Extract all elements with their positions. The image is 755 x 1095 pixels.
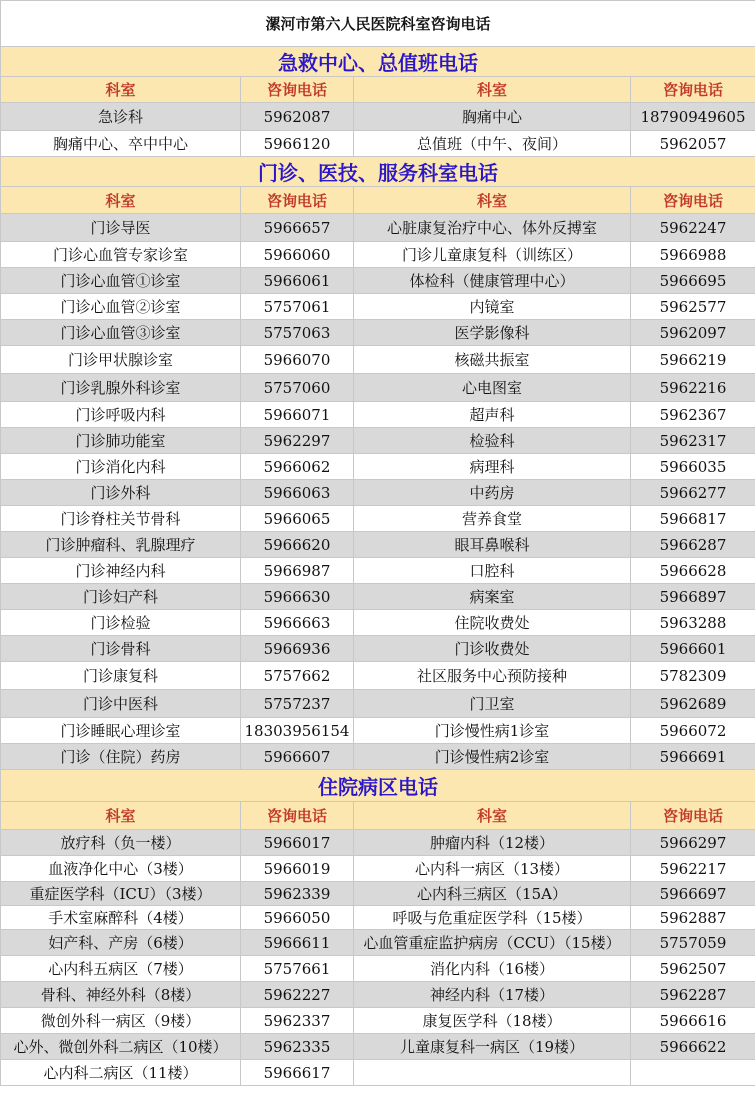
phone-number: 5966071: [241, 402, 354, 428]
phone-number: 5966601: [631, 636, 755, 662]
phone-number: 5966616: [631, 1008, 755, 1034]
phone-number: 5966065: [241, 506, 354, 532]
department-name: 核磁共振室: [354, 346, 631, 374]
phone-number: 5966035: [631, 454, 755, 480]
table-row: [1, 882, 755, 906]
page-title: 漯河市第六人民医院科室咨询电话: [1, 1, 755, 47]
phone-number: 5962887: [631, 906, 755, 930]
column-header-department: 科室: [1, 802, 241, 830]
phone-number: 5966620: [241, 532, 354, 558]
department-name: 消化内科（16楼）: [354, 956, 631, 982]
table-row: [1, 1060, 755, 1086]
phone-number: 5962216: [631, 374, 755, 402]
department-name: 口腔科: [354, 558, 631, 584]
department-name: 门诊骨科: [1, 636, 241, 662]
column-header-phone: 咨询电话: [241, 187, 354, 214]
department-name: 门诊消化内科: [1, 454, 241, 480]
phone-number: 5966817: [631, 506, 755, 532]
department-name: 医学影像科: [354, 320, 631, 346]
department-name: 病理科: [354, 454, 631, 480]
phone-number: 5966936: [241, 636, 354, 662]
column-header-row: [1, 802, 755, 830]
phone-number: 5962227: [241, 982, 354, 1008]
department-name: 门诊外科: [1, 480, 241, 506]
section-title: 急救中心、总值班电话: [1, 47, 755, 77]
department-name: 心内科一病区（13楼）: [354, 856, 631, 882]
column-header-department: 科室: [354, 187, 631, 214]
department-name: 心脏康复治疗中心、体外反搏室: [354, 214, 631, 242]
department-name: 门诊心血管专家诊室: [1, 242, 241, 268]
department-name: 放疗科（负一楼）: [1, 830, 241, 856]
column-header-row: [1, 77, 755, 103]
table-row: [1, 1008, 755, 1034]
department-name: 手术室麻醉科（4楼）: [1, 906, 241, 930]
phone-number: [631, 1060, 755, 1086]
phone-number: 5966697: [631, 882, 755, 906]
phone-number: 5966277: [631, 480, 755, 506]
phone-number: 5966657: [241, 214, 354, 242]
department-name: 门诊妇产科: [1, 584, 241, 610]
table-row: [1, 906, 755, 930]
department-name: 门诊甲状腺诊室: [1, 346, 241, 374]
phone-number: 5962287: [631, 982, 755, 1008]
department-name: 超声科: [354, 402, 631, 428]
column-header-phone: 咨询电话: [241, 802, 354, 830]
department-name: 康复医学科（18楼）: [354, 1008, 631, 1034]
phone-number: 5757059: [631, 930, 755, 956]
section-header-row: [1, 770, 755, 802]
department-name: 胸痛中心、卒中中心: [1, 131, 241, 157]
phone-number: 5966297: [631, 830, 755, 856]
department-name: 门诊脊柱关节骨科: [1, 506, 241, 532]
phone-number: 5962367: [631, 402, 755, 428]
phone-number: 18790949605: [631, 103, 755, 131]
phone-number: 5962337: [241, 1008, 354, 1034]
department-name: 门诊中医科: [1, 690, 241, 718]
department-name: 肿瘤内科（12楼）: [354, 830, 631, 856]
table-row: [1, 428, 755, 454]
department-name: 门诊神经内科: [1, 558, 241, 584]
department-name: 门诊慢性病2诊室: [354, 744, 631, 770]
department-name: 营养食堂: [354, 506, 631, 532]
department-name: 门诊儿童康复科（训练区）: [354, 242, 631, 268]
column-header-department: 科室: [354, 77, 631, 103]
phone-number: 5757063: [241, 320, 354, 346]
department-name: 血液净化中心（3楼）: [1, 856, 241, 882]
table-row: [1, 454, 755, 480]
phone-number: 5966695: [631, 268, 755, 294]
department-name: 总值班（中午、夜间）: [354, 131, 631, 157]
department-name: 门诊心血管①诊室: [1, 268, 241, 294]
phone-number: 5966987: [241, 558, 354, 584]
department-name: 住院收费处: [354, 610, 631, 636]
table-row: [1, 662, 755, 690]
table-row: [1, 268, 755, 294]
section-header-row: [1, 157, 755, 187]
phone-number: 5962087: [241, 103, 354, 131]
phone-number: 5966062: [241, 454, 354, 480]
phone-number: 5966017: [241, 830, 354, 856]
column-header-phone: 咨询电话: [631, 77, 755, 103]
table-row: [1, 346, 755, 374]
department-name: 检验科: [354, 428, 631, 454]
phone-number: 5962507: [631, 956, 755, 982]
phone-number: 5966287: [631, 532, 755, 558]
table-row: [1, 982, 755, 1008]
section-title: 门诊、医技、服务科室电话: [1, 157, 755, 187]
phone-number: 5966622: [631, 1034, 755, 1060]
phone-number: 5966019: [241, 856, 354, 882]
department-name: 神经内科（17楼）: [354, 982, 631, 1008]
phone-number: 5962217: [631, 856, 755, 882]
phone-number: 5757237: [241, 690, 354, 718]
table-row: [1, 1034, 755, 1060]
table-row: [1, 103, 755, 131]
phone-number: 5962097: [631, 320, 755, 346]
phone-number: 5966072: [631, 718, 755, 744]
phone-number: 5966628: [631, 558, 755, 584]
department-name: 门诊收费处: [354, 636, 631, 662]
table-row: [1, 610, 755, 636]
department-name: 微创外科一病区（9楼）: [1, 1008, 241, 1034]
phone-number: 5966611: [241, 930, 354, 956]
department-name: 急诊科: [1, 103, 241, 131]
department-name: 门诊心血管②诊室: [1, 294, 241, 320]
title-row: [1, 1, 755, 47]
department-name: 内镜室: [354, 294, 631, 320]
department-name: 心内科二病区（11楼）: [1, 1060, 241, 1086]
department-name: 中药房: [354, 480, 631, 506]
phone-number: 5966070: [241, 346, 354, 374]
phone-number: 5962335: [241, 1034, 354, 1060]
phone-number: 5757662: [241, 662, 354, 690]
table-row: [1, 320, 755, 346]
phone-number: 5966691: [631, 744, 755, 770]
department-name: 门诊导医: [1, 214, 241, 242]
phone-number: 18303956154: [241, 718, 354, 744]
phone-number: 5962247: [631, 214, 755, 242]
phone-number: 5962317: [631, 428, 755, 454]
column-header-phone: 咨询电话: [631, 802, 755, 830]
phone-number: 5966060: [241, 242, 354, 268]
phone-number: 5966120: [241, 131, 354, 157]
table-row: [1, 480, 755, 506]
department-name: 心内科三病区（15A）: [354, 882, 631, 906]
department-name: 眼耳鼻喉科: [354, 532, 631, 558]
column-header-row: [1, 187, 755, 214]
section-header-row: [1, 47, 755, 77]
phone-number: 5782309: [631, 662, 755, 690]
phone-number: 5962689: [631, 690, 755, 718]
phone-number: 5757661: [241, 956, 354, 982]
department-name: 门诊心血管③诊室: [1, 320, 241, 346]
table-row: [1, 718, 755, 744]
phone-number: 5963288: [631, 610, 755, 636]
table-row: [1, 294, 755, 320]
department-name: 门诊检验: [1, 610, 241, 636]
department-name: 门诊肺功能室: [1, 428, 241, 454]
table-row: [1, 856, 755, 882]
phone-number: 5966607: [241, 744, 354, 770]
department-name: 心电图室: [354, 374, 631, 402]
phone-number: 5966663: [241, 610, 354, 636]
phone-number: 5966617: [241, 1060, 354, 1086]
phone-number: 5966219: [631, 346, 755, 374]
phone-number: 5962339: [241, 882, 354, 906]
department-name: 心内科五病区（7楼）: [1, 956, 241, 982]
table-row: [1, 636, 755, 662]
table-row: [1, 374, 755, 402]
column-header-department: 科室: [354, 802, 631, 830]
department-name: 心外、微创外科二病区（10楼）: [1, 1034, 241, 1060]
department-name: 病案室: [354, 584, 631, 610]
department-name: 骨科、神经外科（8楼）: [1, 982, 241, 1008]
department-name: [354, 1060, 631, 1086]
department-name: 儿童康复科一病区（19楼）: [354, 1034, 631, 1060]
table-row: [1, 690, 755, 718]
phone-number: 5966061: [241, 268, 354, 294]
department-name: 门诊康复科: [1, 662, 241, 690]
phone-number: 5962577: [631, 294, 755, 320]
phone-number: 5757060: [241, 374, 354, 402]
column-header-department: 科室: [1, 77, 241, 103]
department-name: 心血管重症监护病房（CCU）（15楼）: [354, 930, 631, 956]
phone-number: 5966897: [631, 584, 755, 610]
department-name: 胸痛中心: [354, 103, 631, 131]
department-name: 门诊乳腺外科诊室: [1, 374, 241, 402]
table-row: [1, 744, 755, 770]
column-header-phone: 咨询电话: [241, 77, 354, 103]
department-name: 社区服务中心预防接种: [354, 662, 631, 690]
department-name: 门诊睡眠心理诊室: [1, 718, 241, 744]
table-row: [1, 506, 755, 532]
department-name: 门诊慢性病1诊室: [354, 718, 631, 744]
phone-number: 5966063: [241, 480, 354, 506]
table-row: [1, 584, 755, 610]
department-name: 呼吸与危重症医学科（15楼）: [354, 906, 631, 930]
column-header-department: 科室: [1, 187, 241, 214]
department-name: 门诊呼吸内科: [1, 402, 241, 428]
table-row: [1, 242, 755, 268]
department-name: 门诊（住院）药房: [1, 744, 241, 770]
department-name: 重症医学科（ICU）（3楼）: [1, 882, 241, 906]
phone-number: 5962297: [241, 428, 354, 454]
table-row: [1, 956, 755, 982]
phone-number: 5966988: [631, 242, 755, 268]
phone-number: 5966630: [241, 584, 354, 610]
table-row: [1, 214, 755, 242]
table-row: [1, 830, 755, 856]
table-row: [1, 402, 755, 428]
department-name: 门诊肿瘤科、乳腺理疗: [1, 532, 241, 558]
phone-number: 5966050: [241, 906, 354, 930]
column-header-phone: 咨询电话: [631, 187, 755, 214]
department-name: 妇产科、产房（6楼）: [1, 930, 241, 956]
table-row: [1, 558, 755, 584]
department-name: 体检科（健康管理中心）: [354, 268, 631, 294]
table-row: [1, 131, 755, 157]
section-title: 住院病区电话: [1, 770, 755, 802]
table-row: [1, 930, 755, 956]
table-row: [1, 532, 755, 558]
department-name: 门卫室: [354, 690, 631, 718]
phone-number: 5757061: [241, 294, 354, 320]
phone-number: 5962057: [631, 131, 755, 157]
